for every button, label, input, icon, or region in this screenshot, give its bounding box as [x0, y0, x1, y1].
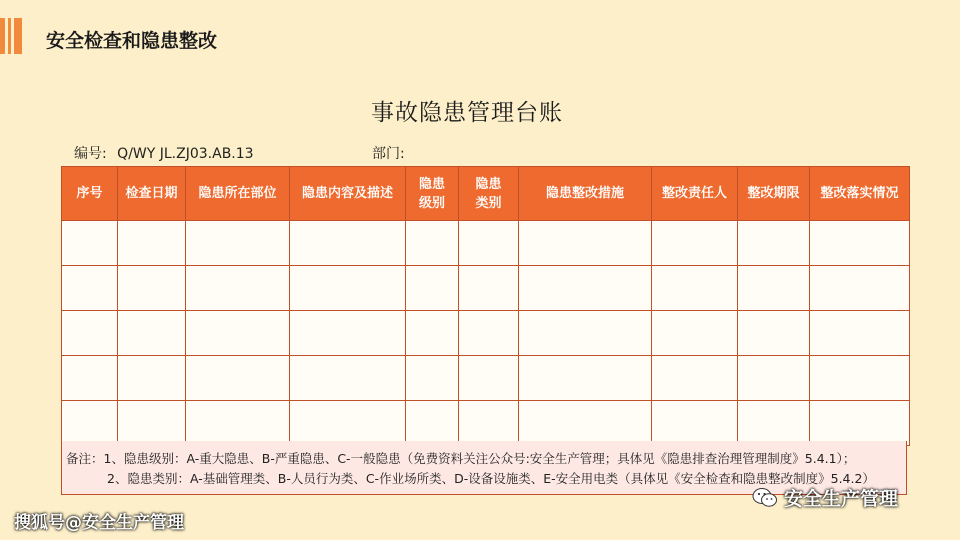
column-header — [652, 167, 738, 221]
table-cell[interactable] — [738, 221, 810, 266]
table-cell[interactable] — [652, 311, 738, 356]
table-cell[interactable] — [459, 356, 519, 401]
column-header-text: 隐患所在部位 — [198, 186, 277, 201]
table-cell[interactable] — [652, 266, 738, 311]
table-cell[interactable] — [459, 311, 519, 356]
table-cell[interactable] — [459, 221, 519, 266]
column-header — [62, 167, 118, 221]
column-header — [290, 167, 406, 221]
column-header-text: 隐患 — [418, 176, 445, 192]
column-header-text: 检查日期 — [125, 186, 178, 201]
wechat-icon — [752, 487, 778, 509]
table-cell[interactable] — [459, 401, 519, 446]
table-cell[interactable] — [810, 356, 910, 401]
code-label: 编号: — [74, 146, 107, 162]
column-header — [810, 167, 910, 221]
table-cell[interactable] — [62, 401, 118, 446]
table-cell[interactable] — [652, 221, 738, 266]
table-cell[interactable] — [810, 401, 910, 446]
column-header-text: 隐患内容及描述 — [301, 186, 393, 201]
column-header-text: 序号 — [76, 186, 103, 201]
accent-bar — [0, 18, 22, 54]
table-cell[interactable] — [62, 356, 118, 401]
table-row — [62, 356, 910, 401]
watermark-wechat — [752, 484, 898, 511]
table-cell[interactable] — [519, 401, 652, 446]
notes-line-1: 备注：1、隐患级别：A-重大隐患、B-严重隐患、C-一般隐患（免费资料关注公众号:安全生产管理；具体见《隐患排查治理管理制度》5.4.1）； — [66, 451, 856, 466]
table-cell[interactable] — [290, 356, 406, 401]
notes-line-2: 2、隐患类别：A-基础管理类、B-人员行为类、C-作业场所类、D-设备设施类、E-安全用电类（具体见《安全检查和隐患整改制度》5.4.2） — [107, 471, 875, 486]
table-row — [62, 401, 910, 446]
document-code — [74, 143, 254, 163]
page-header-title: 安全检查和隐患整改 — [46, 30, 218, 52]
table-cell[interactable] — [406, 401, 459, 446]
table-cell[interactable] — [810, 311, 910, 356]
table-cell[interactable] — [290, 311, 406, 356]
table-cell[interactable] — [62, 221, 118, 266]
table-cell[interactable] — [810, 221, 910, 266]
column-header — [118, 167, 186, 221]
table-cell[interactable] — [118, 266, 186, 311]
column-header — [738, 167, 810, 221]
table-cell[interactable] — [519, 221, 652, 266]
column-header-text: 整改期限 — [747, 186, 800, 201]
table-cell[interactable] — [186, 401, 290, 446]
table-cell[interactable] — [62, 266, 118, 311]
table-cell[interactable] — [738, 266, 810, 311]
column-header — [186, 167, 290, 221]
table-cell[interactable] — [519, 356, 652, 401]
table-cell[interactable] — [290, 266, 406, 311]
table-cell[interactable] — [652, 356, 738, 401]
watermark-wechat-text: 安全生产管理 — [784, 488, 899, 510]
table-cell[interactable] — [519, 266, 652, 311]
table-cell[interactable] — [738, 401, 810, 446]
table-cell[interactable] — [118, 356, 186, 401]
table-cell[interactable] — [118, 221, 186, 266]
column-header-text: 隐患整改措施 — [545, 186, 624, 201]
column-header-text: 整改落实情况 — [820, 186, 899, 201]
column-header — [519, 167, 652, 221]
column-header — [459, 167, 519, 221]
table-row — [62, 311, 910, 356]
column-header-text: 整改责任人 — [661, 186, 727, 201]
table-cell[interactable] — [118, 401, 186, 446]
table-cell[interactable] — [519, 311, 652, 356]
table-cell[interactable] — [406, 221, 459, 266]
table-cell[interactable] — [738, 356, 810, 401]
table-cell[interactable] — [459, 266, 519, 311]
table-cell[interactable] — [290, 401, 406, 446]
table-cell[interactable] — [810, 266, 910, 311]
document-title: 事故隐患管理台账 — [371, 100, 563, 126]
table-cell[interactable] — [738, 311, 810, 356]
table-row — [62, 266, 910, 311]
table-cell[interactable] — [406, 266, 459, 311]
column-header-text: 类别 — [475, 195, 502, 211]
column-header-text: 隐患 — [475, 176, 502, 192]
table-cell[interactable] — [186, 221, 290, 266]
table-cell[interactable] — [406, 311, 459, 356]
column-header — [406, 167, 459, 221]
table-cell[interactable] — [62, 311, 118, 356]
watermark-sohu: 搜狐号@安全生产管理 — [14, 513, 184, 533]
table-cell[interactable] — [652, 401, 738, 446]
table-cell[interactable] — [186, 311, 290, 356]
column-header-text: 级别 — [418, 195, 445, 211]
table-cell[interactable] — [406, 356, 459, 401]
code-value: Q/WY JL.ZJ03.AB.13 — [117, 146, 254, 162]
hazard-ledger-table — [61, 166, 910, 446]
table-cell[interactable] — [186, 266, 290, 311]
department-label: 部门: — [372, 146, 405, 162]
table-cell[interactable] — [290, 221, 406, 266]
table-row — [62, 221, 910, 266]
table-cell[interactable] — [118, 311, 186, 356]
table-body — [62, 221, 910, 446]
table-cell[interactable] — [186, 356, 290, 401]
table-header-row — [62, 167, 910, 221]
